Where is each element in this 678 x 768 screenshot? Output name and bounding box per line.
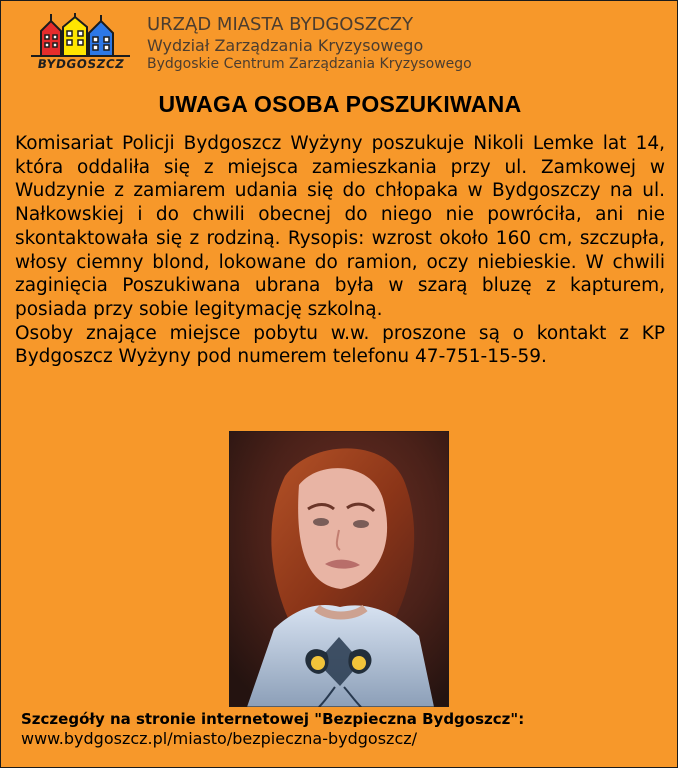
footer-info [21, 709, 671, 749]
red-building-icon [41, 14, 61, 56]
center-name: Bydgoskie Centrum Zarządzania Kryzysowego [147, 56, 472, 73]
details-label: Szczegóły na stronie internetowej "Bezpieczna Bydgoszcz": [21, 710, 525, 728]
details-url[interactable]: www.bydgoszcz.pl/miasto/bezpieczna-bydgoszcz/ [21, 729, 418, 748]
department-name: Wydział Zarządzania Kryzysowego [147, 35, 424, 55]
portrait-photo-illustration [229, 431, 449, 707]
issuer-header [147, 15, 667, 72]
city-office-name: URZĄD MIASTA BYDGOSZCZY [147, 14, 414, 35]
notice-title: UWAGA OSOBA POSZUKIWANA [158, 91, 522, 117]
notice-body [15, 132, 665, 369]
missing-person-photo [229, 431, 449, 707]
city-logo [25, 13, 137, 85]
contact-request: Osoby znające miejsce pobytu w.w. proszone są o kontakt z KP Bydgoszcz Wyżyny pod numerem telefonu 47-751-15-59. [15, 322, 665, 368]
yellow-building-icon [63, 13, 87, 56]
blue-building-icon [89, 15, 113, 56]
logo-wordmark: BYDGOSZCZ [36, 57, 126, 71]
missing-person-description: Komisariat Policji Bydgoszcz Wyżyny poszukuje Nikoli Lemke lat 14, która oddaliła się z miejsca zamieszkania przy ul. Zamkowej w Wudzynie z zamiarem udania się do chłopaka w Bydgoszczy na ul. Nałkowskiej i do chwili obecnej do niego nie powróciła, ani nie skontaktowała się z rodziną. Rysopis: wzrost około 160 cm, szczupła, włosy ciemny blond, lokowane do ramion, oczy niebieskie. W chwili zaginięcia Poszukiwana ubrana była w szarą bluzę z kapturem, posiada przy sobie legitymację szkolną. [15, 133, 665, 320]
